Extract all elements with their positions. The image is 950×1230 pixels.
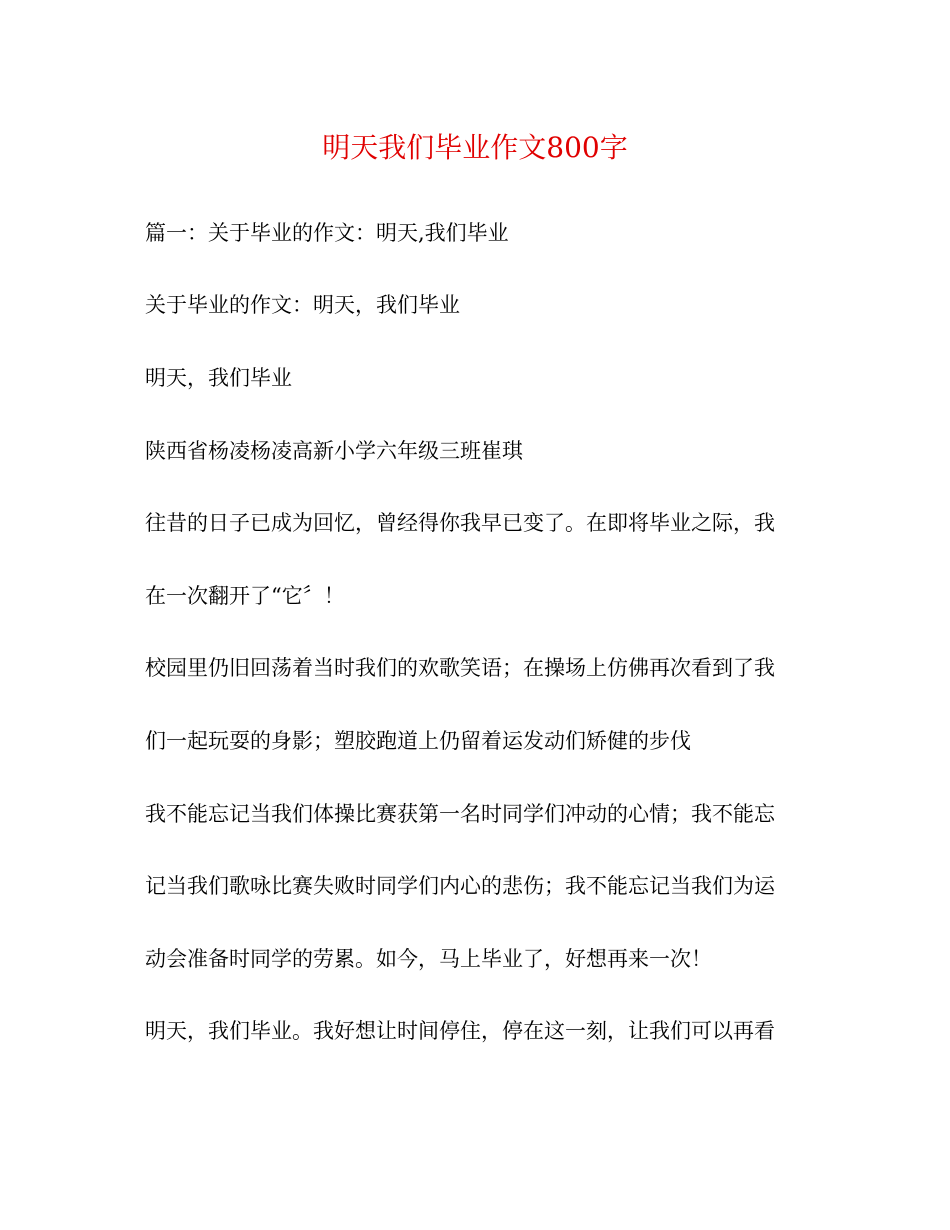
text-line: 明天，我们毕业。我好想让时间停住，停在这一刻，让我们可以再看 xyxy=(145,1019,775,1043)
text-line: 动会准备时同学的劳累。如今，马上毕业了，好想再来一次！ xyxy=(145,947,712,971)
text-line: 明天，我们毕业 xyxy=(145,366,292,390)
text-line: 记当我们歌咏比赛失败时同学们内心的悲伤；我不能忘记当我们为运 xyxy=(145,874,775,898)
text-line: 校园里仍旧回荡着当时我们的欢歌笑语；在操场上仿佛再次看到了我 xyxy=(145,656,775,680)
text-line: 关于毕业的作文：明天，我们毕业 xyxy=(145,293,460,317)
document-title: 明天我们毕业作文800字 xyxy=(322,131,628,164)
text-line: 我不能忘记当我们体操比赛获第一名时同学们冲动的心情；我不能忘 xyxy=(145,802,775,826)
text-line: 往昔的日子已成为回忆，曾经得你我早已变了。在即将毕业之际，我 xyxy=(145,511,775,535)
text-line: 们一起玩耍的身影；塑胶跑道上仍留着运发动们矫健的步伐 xyxy=(145,729,691,753)
text-line: 篇一：关于毕业的作文：明天,我们毕业 xyxy=(145,221,509,245)
text-line: 陕西省杨凌杨凌高新小学六年级三班崔琪 xyxy=(145,439,523,463)
text-line: 在一次翻开了“它〞！ xyxy=(145,584,345,608)
